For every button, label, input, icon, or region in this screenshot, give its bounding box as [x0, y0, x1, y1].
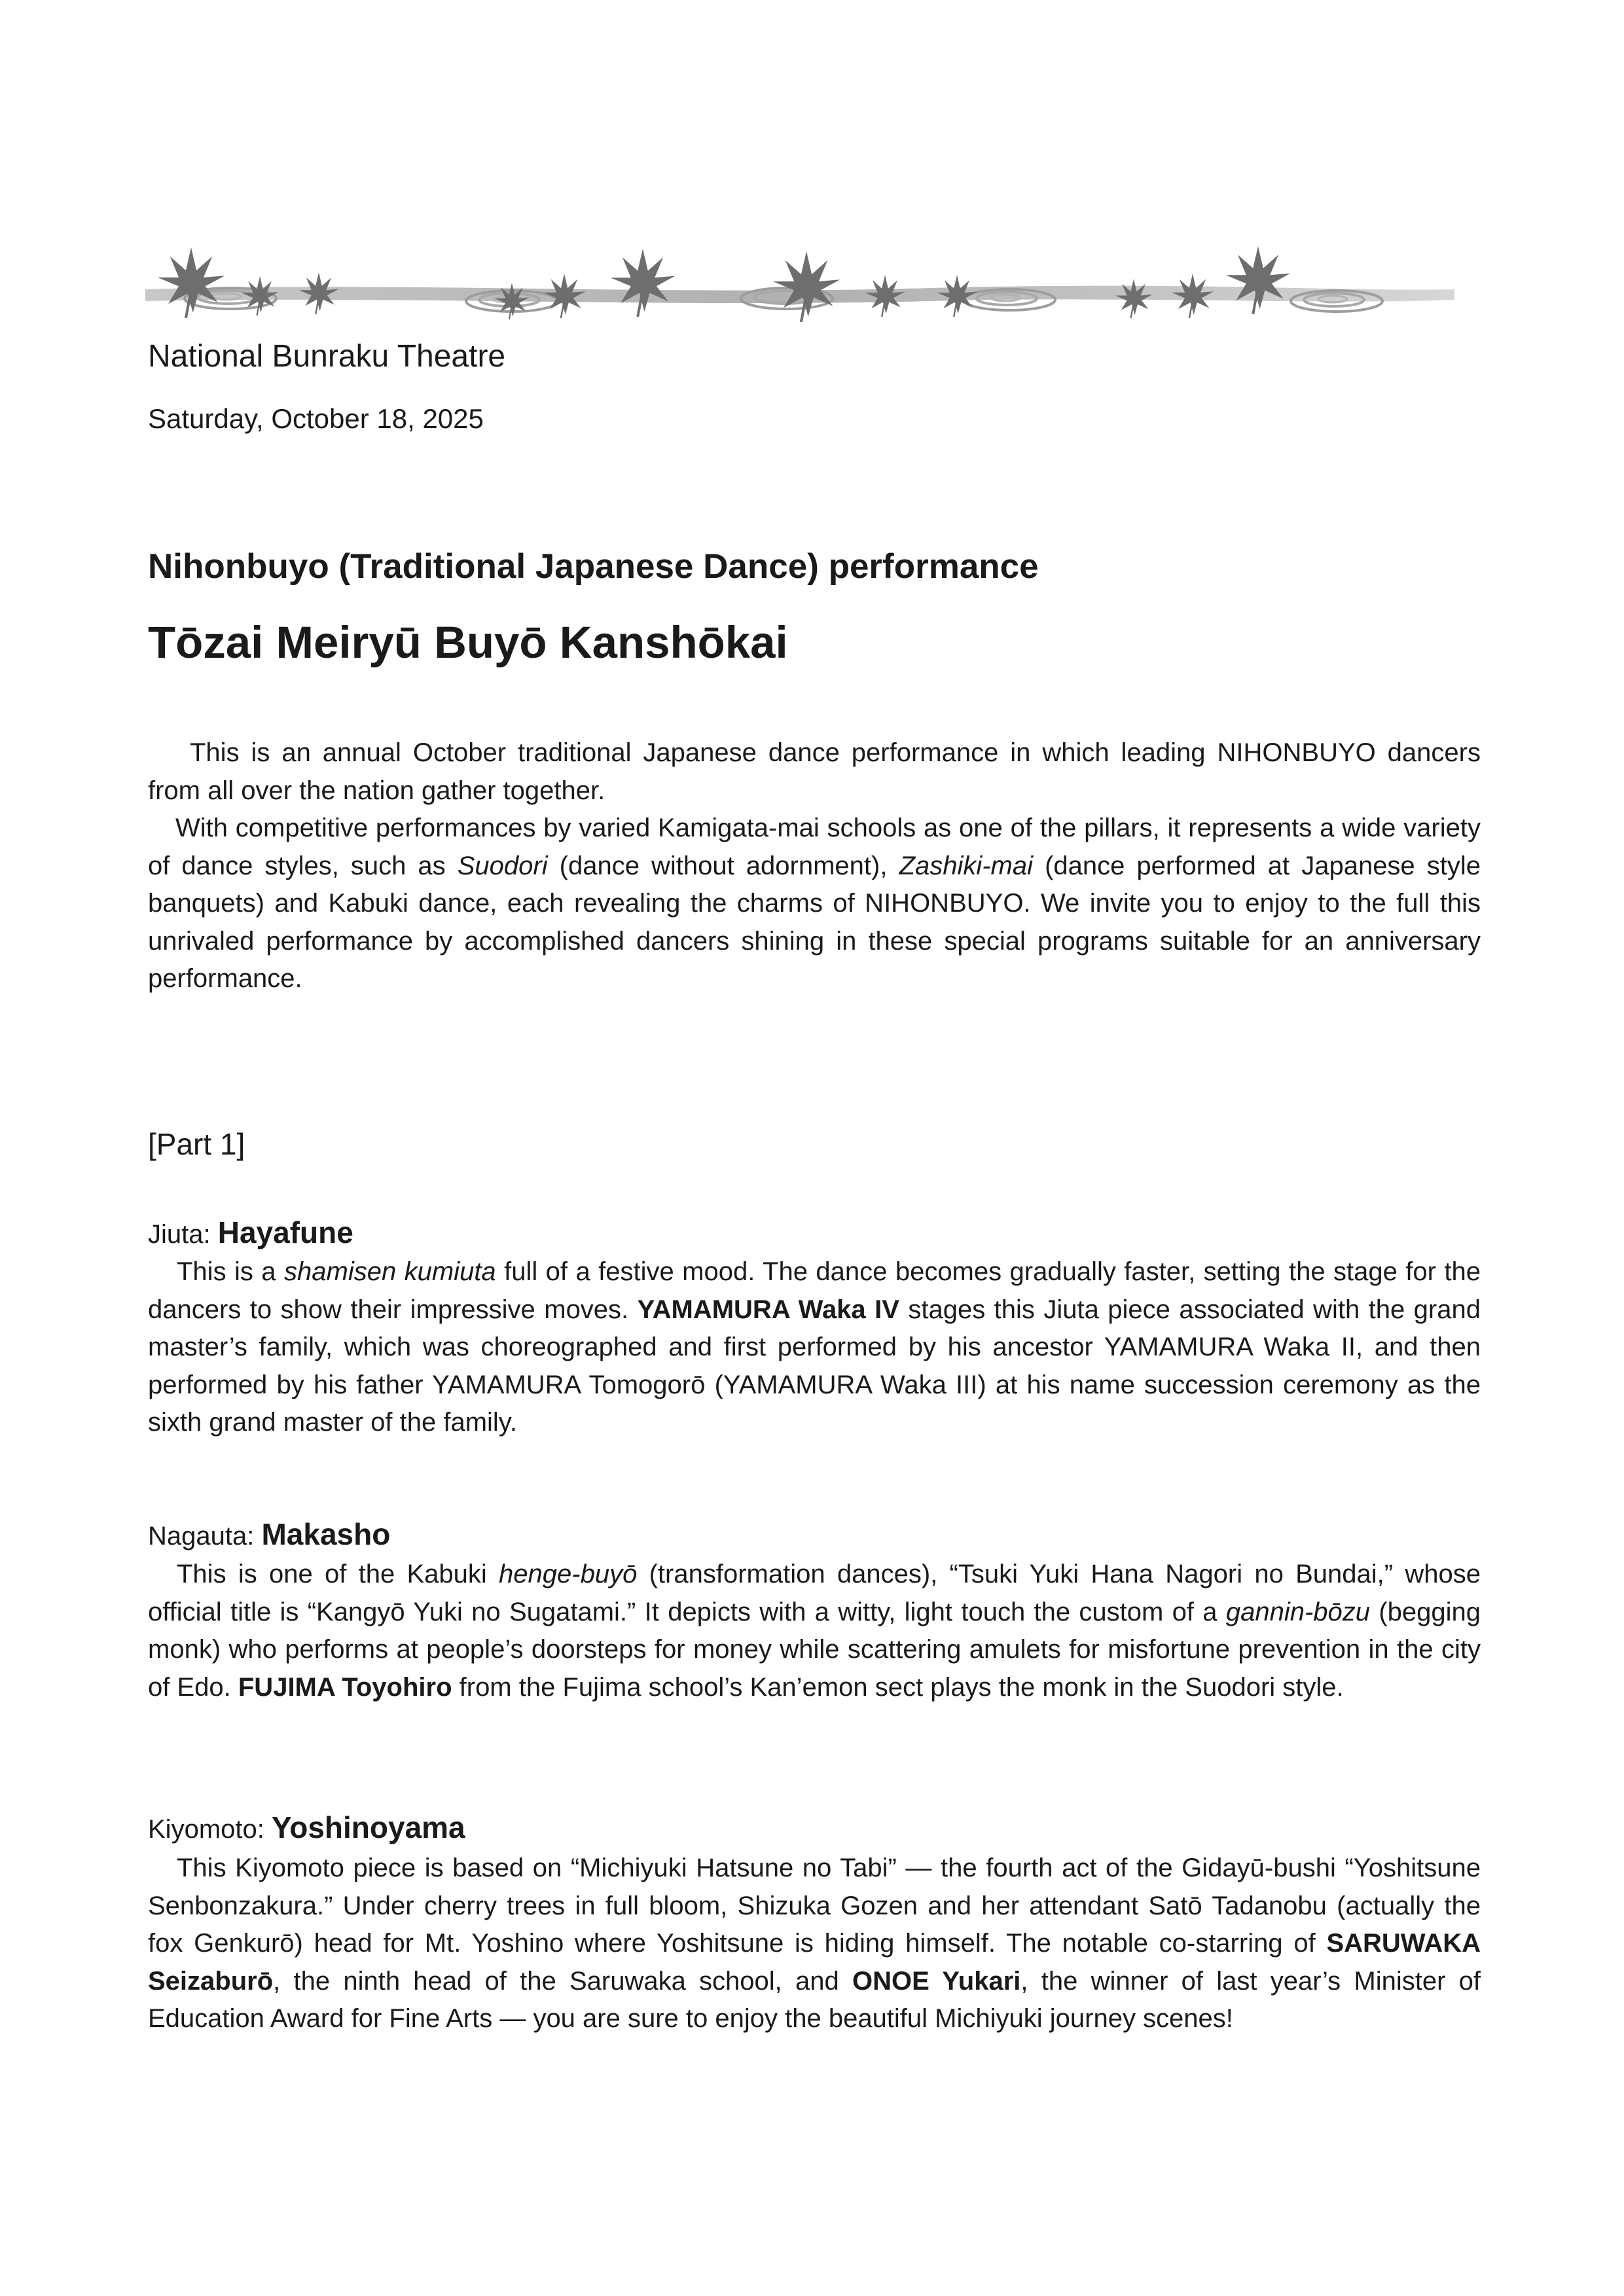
event-date: Saturday, October 18, 2025 [148, 403, 484, 434]
intro-text: With competitive performances by varied Kamigata-mai schools as one of the pillars, it represents a wide variety of dance styles, such as [148, 814, 1481, 880]
program-description [148, 1556, 1481, 1706]
program-text: from the Fujima school’s Kan’emon sect plays the monk in the Suodori style. [452, 1672, 1344, 1702]
program-text: This is a [177, 1257, 284, 1286]
program-text: This is one of the Kabuki [177, 1560, 499, 1588]
program-paragraph [148, 1253, 1481, 1442]
performer-name: ONOE Yukari [852, 1966, 1021, 1996]
program-heading [148, 1515, 390, 1555]
event-subtitle: Nihonbuyo (Traditional Japanese Dance) performance [148, 547, 1039, 586]
program-heading [148, 1808, 465, 1848]
program-paragraph [148, 1850, 1481, 2038]
performer-name: YAMAMURA Waka IV [637, 1295, 899, 1324]
program-title: Yoshinoyama [271, 1810, 465, 1844]
program-term: shamisen kumiuta [284, 1257, 496, 1286]
program-description [148, 1850, 1481, 2038]
event-title: Tōzai Meiryū Buyō Kanshōkai [148, 617, 788, 668]
maple-leaves-banner-icon [145, 236, 1454, 334]
intro-section [148, 734, 1481, 998]
performer-name: SARUWAKA Seizaburō [148, 1929, 1481, 1996]
program-term: gannin-bōzu [1225, 1597, 1371, 1626]
performer-name: FUJIMA Toyohiro [238, 1672, 452, 1702]
program-text: (begging monk) who performs at people’s doorsteps for money while scattering amulets for misfortune prevention in the city of Edo. [148, 1597, 1481, 1702]
program-description [148, 1253, 1481, 1442]
intro-paragraph-2 [148, 810, 1481, 998]
program-genre: Jiuta: [148, 1220, 218, 1249]
part-label: [Part 1] [148, 1127, 245, 1161]
intro-text: (dance without adornment), [547, 851, 899, 880]
program-heading [148, 1213, 353, 1253]
program-text: This Kiyomoto piece is based on “Michiyuki Hatsune no Tabi” — the fourth act of the Gidayū-bushi “Yoshitsune Senbonzakura.” Under cherry trees in full bloom, Shizuka Gozen and her attendant Satō Tadanobu (actually the fox Genkurō) head for Mt. Yoshino where Yoshitsune is hiding himself. The notable co-starring of [148, 1854, 1481, 1958]
program-term: henge-buyō [499, 1560, 638, 1588]
venue-name: National Bunraku Theatre [148, 339, 506, 374]
intro-term-zashiki-mai: Zashiki-mai [899, 851, 1034, 880]
program-text: stages this Jiuta piece associated with the grand master’s family, which was choreographed and first performed by his ancestor YAMAMURA Waka II, and then performed by his father YAMAMURA Tomogorō (YAMAMURA Waka III) at his name succession ceremony as the sixth grand master of the family. [148, 1295, 1481, 1437]
program-title: Makasho [261, 1517, 391, 1551]
intro-text: (dance performed at Japanese style banquets) and Kabuki dance, each revealing the charms of NIHONBUYO. We invite you to enjoy to the full this unrivaled performance by accomplished dancers shining in these special programs suitable for an anniversary performance. [148, 851, 1481, 993]
intro-paragraph-1: This is an annual October traditional Japanese dance performance in which leading NIHONBUYO dancers from all over the nation gather together. [148, 738, 1481, 805]
program-text: , the ninth head of the Saruwaka school, and [273, 1966, 852, 1996]
program-paragraph [148, 1556, 1481, 1706]
program-genre: Kiyomoto: [148, 1815, 272, 1844]
program-text: full of a festive mood. The dance becomes gradually faster, setting the stage for the dancers to show their impressive moves. [148, 1257, 1481, 1324]
program-title: Hayafune [217, 1215, 353, 1249]
intro-term-suodori: Suodori [457, 851, 548, 880]
program-text: (transformation dances), “Tsuki Yuki Hana Nagori no Bundai,” whose official title is “Kangyō Yuki no Sugatami.” It depicts with a witty, light touch the custom of a [148, 1560, 1481, 1626]
program-text: , the winner of last year’s Minister of Education Award for Fine Arts — you are sure to enjoy the beautiful Michiyuki journey scenes! [148, 1966, 1481, 2033]
program-genre: Nagauta: [148, 1522, 262, 1551]
